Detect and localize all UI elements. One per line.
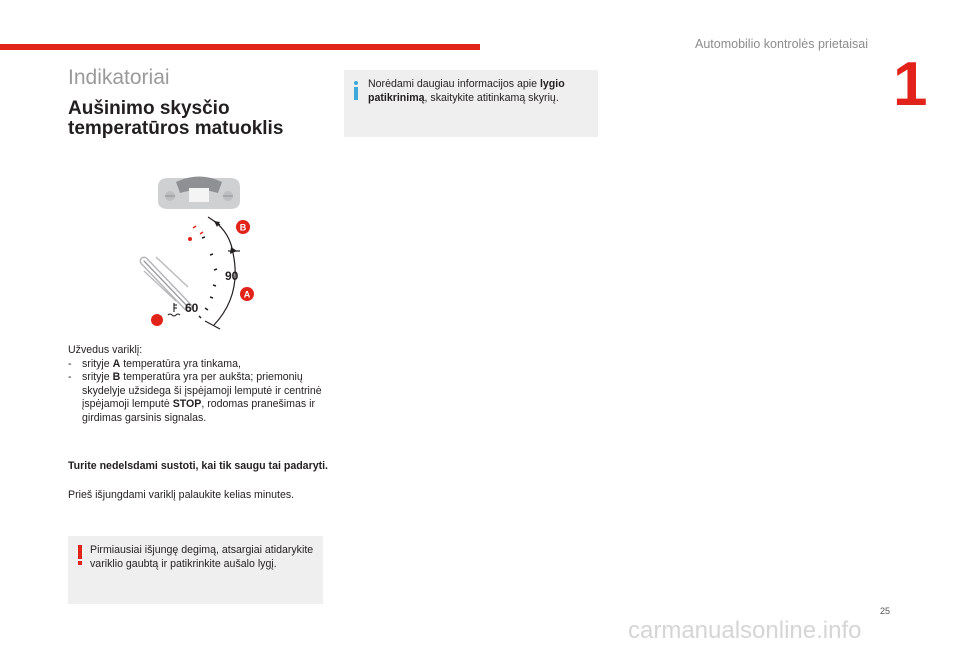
gauge-label-90: 90 [225,269,239,283]
list-dash: - [68,371,72,383]
gauge-hot-dot [188,237,192,241]
intro-text: Užvedus variklį: [68,344,143,356]
info-box-text [368,77,594,105]
info-text-post: , skaitykite atitinkamą skyrių. [424,92,559,104]
header-red-bar [0,44,480,50]
range-arcs [205,217,240,329]
info-box [344,70,598,137]
info-icon [352,81,360,100]
marker-a-label: A [243,289,251,300]
text-pre: srityje [82,357,113,370]
list-item [68,358,330,372]
gauge-label-60: 60 [185,301,199,315]
chapter-number: 1 [893,50,928,119]
page-number: 25 [880,606,891,616]
text-post: temperatūra yra tinkama, [120,357,241,370]
subtitle-line-2: temperatūros matuoklis [68,118,284,139]
temperature-gauge-diagram [130,165,270,335]
text-bold: B [112,371,121,383]
list-item [68,371,330,425]
text-post-2: , rodomas pranešimas ir girdimas garsinis signalas. [82,398,315,424]
subtitle-line-1: Aušinimo skysčio [68,98,230,119]
text-bold-stop: STOP [172,398,202,410]
gauge-ticks [199,237,217,318]
section-subtitle [68,99,283,139]
list-item-text [82,371,330,425]
text-bold: A [112,357,121,370]
section-title: Indikatoriai [68,66,170,89]
warning-heading: Turite nedelsdami sustoti, kai tik saugu tai padaryti. [68,460,329,472]
gauge-needle [144,257,188,307]
info-text-bold: lygio patikrinimą [368,78,565,104]
warning-body: Prieš išjungdami variklį palaukite kelias minutes. [68,489,295,501]
list-item-text [82,358,330,372]
warning-box-text: Pirmiausiai išjungę degimą, atsargiai atidarykite variklio gaubtą ir patikrinkite aušalo lygį. [90,544,314,570]
watermark: carmanualsonline.info [628,617,862,644]
text-post: temperatūra yra per aukšta; priemonių skydelyje užsidega ši įspėjamoji lemputė ir centrinė įspėjamoji lemputė [82,371,322,410]
warning-box [68,536,323,604]
warning-lamp-icon [151,314,163,326]
chapter-title: Automobilio kontrolės prietaisai [695,37,869,51]
text-pre: srityje [82,371,113,383]
info-text-pre: Norėdami daugiau informacijos apie [368,78,540,90]
body-text [68,344,330,425]
list-dash: - [68,357,72,370]
exclamation-icon [77,545,83,565]
gauge-red-ticks [193,226,203,234]
marker-b-label: B [239,222,247,233]
dashboard-cluster-icon [158,177,240,210]
coolant-temperature-icon [168,303,180,316]
